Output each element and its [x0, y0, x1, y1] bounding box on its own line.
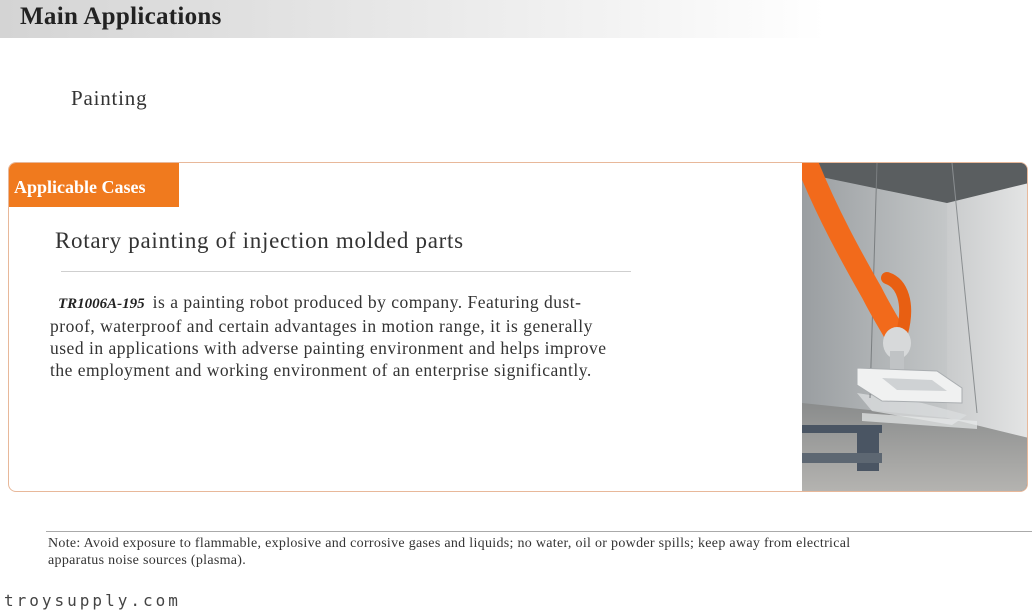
painting-robot-photo — [802, 163, 1028, 492]
description-text: is a painting robot produced by company. Featuring dust-proof, waterproof and certain advantages in motion range, it is generally used in applications with adverse painting environment and helps improve the employment and working environment of an enterprise significantly. — [50, 292, 607, 380]
robot-model: TR1006A-195 — [58, 296, 145, 312]
section-subtitle: Painting — [71, 86, 148, 110]
applicable-cases-card — [8, 162, 1028, 492]
applicable-cases-badge: Applicable Cases — [9, 163, 179, 207]
case-title: Rotary painting of injection molded parts — [55, 228, 464, 253]
note-divider — [46, 531, 1032, 532]
site-watermark: troysupply.com — [4, 591, 181, 610]
case-description — [50, 291, 610, 381]
safety-note: Note: Avoid exposure to flammable, explosive and corrosive gases and liquids; no water, oil or powder spills; keep away from electrical apparatus noise sources (plasma). — [48, 536, 851, 568]
page-title: Main Applications — [20, 3, 222, 30]
case-divider — [61, 271, 631, 272]
